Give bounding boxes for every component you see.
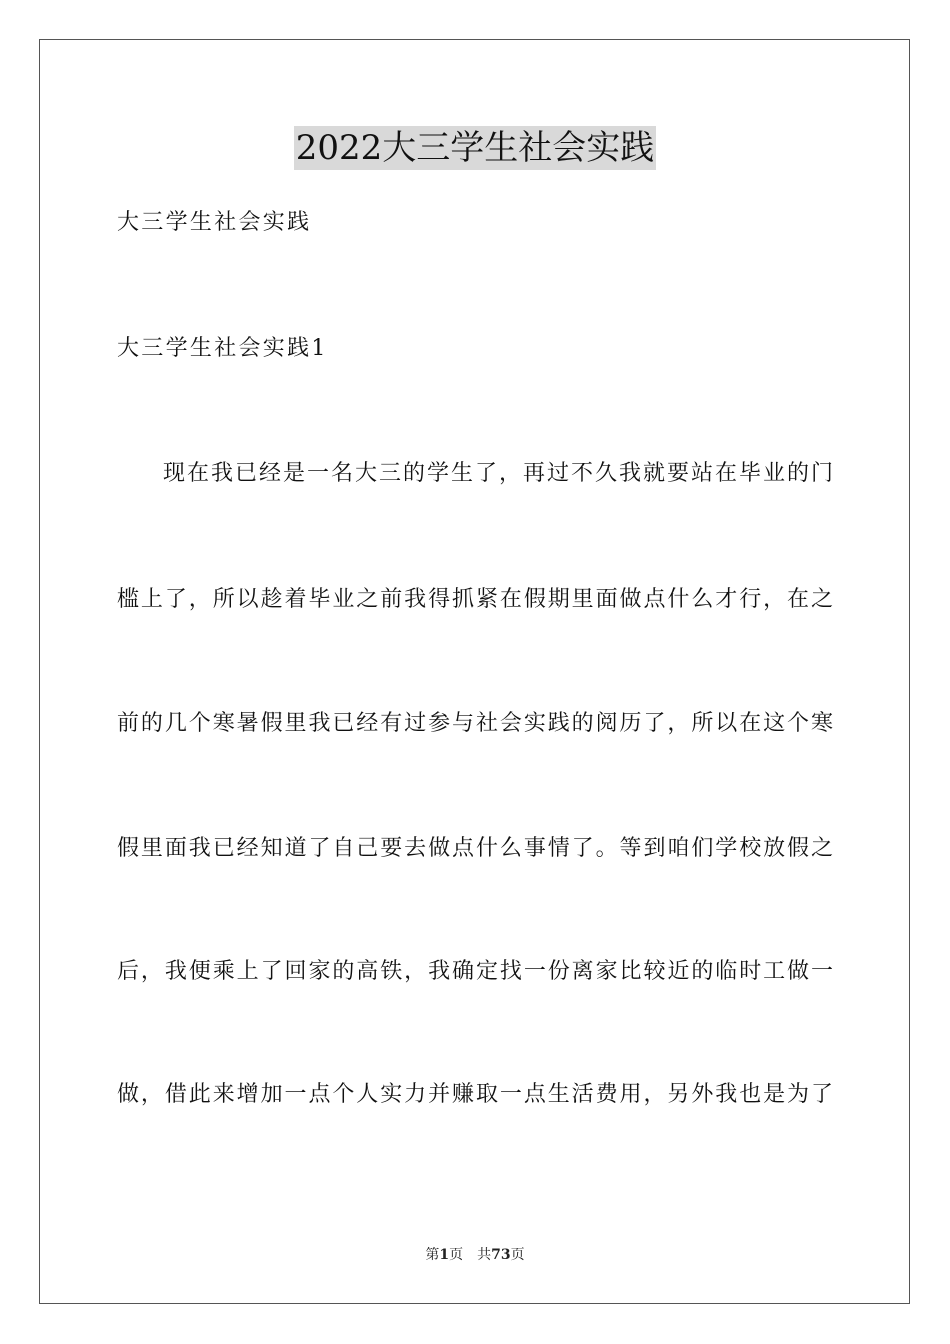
body-line-4: 假里面我已经知道了自己要去做点什么事情了。等到咱们学校放假之 (117, 836, 833, 861)
section-heading: 大三学生社会实践1 (117, 336, 328, 361)
total-pages-label: 共73页 (477, 1247, 525, 1263)
page-number-label: 第1页 (425, 1247, 464, 1263)
body-line-1: 现在我已经是一名大三的学生了，再过不久我就要站在毕业的门 (163, 461, 833, 486)
body-line-5: 后，我便乘上了回家的高铁，我确定找一份离家比较近的临时工做一 (117, 959, 833, 984)
document-title-text: 2022大三学生社会实践 (295, 128, 655, 168)
page-footer (0, 1245, 950, 1265)
body-line-3: 前的几个寒暑假里我已经有过参与社会实践的阅历了，所以在这个寒 (117, 711, 833, 736)
document-title (0, 126, 950, 170)
body-line-6: 做，借此来增加一点个人实力并赚取一点生活费用，另外我也是为了 (117, 1082, 833, 1107)
body-line-2: 槛上了，所以趁着毕业之前我得抓紧在假期里面做点什么才行，在之 (117, 587, 833, 612)
document-subtitle: 大三学生社会实践 (117, 210, 312, 235)
